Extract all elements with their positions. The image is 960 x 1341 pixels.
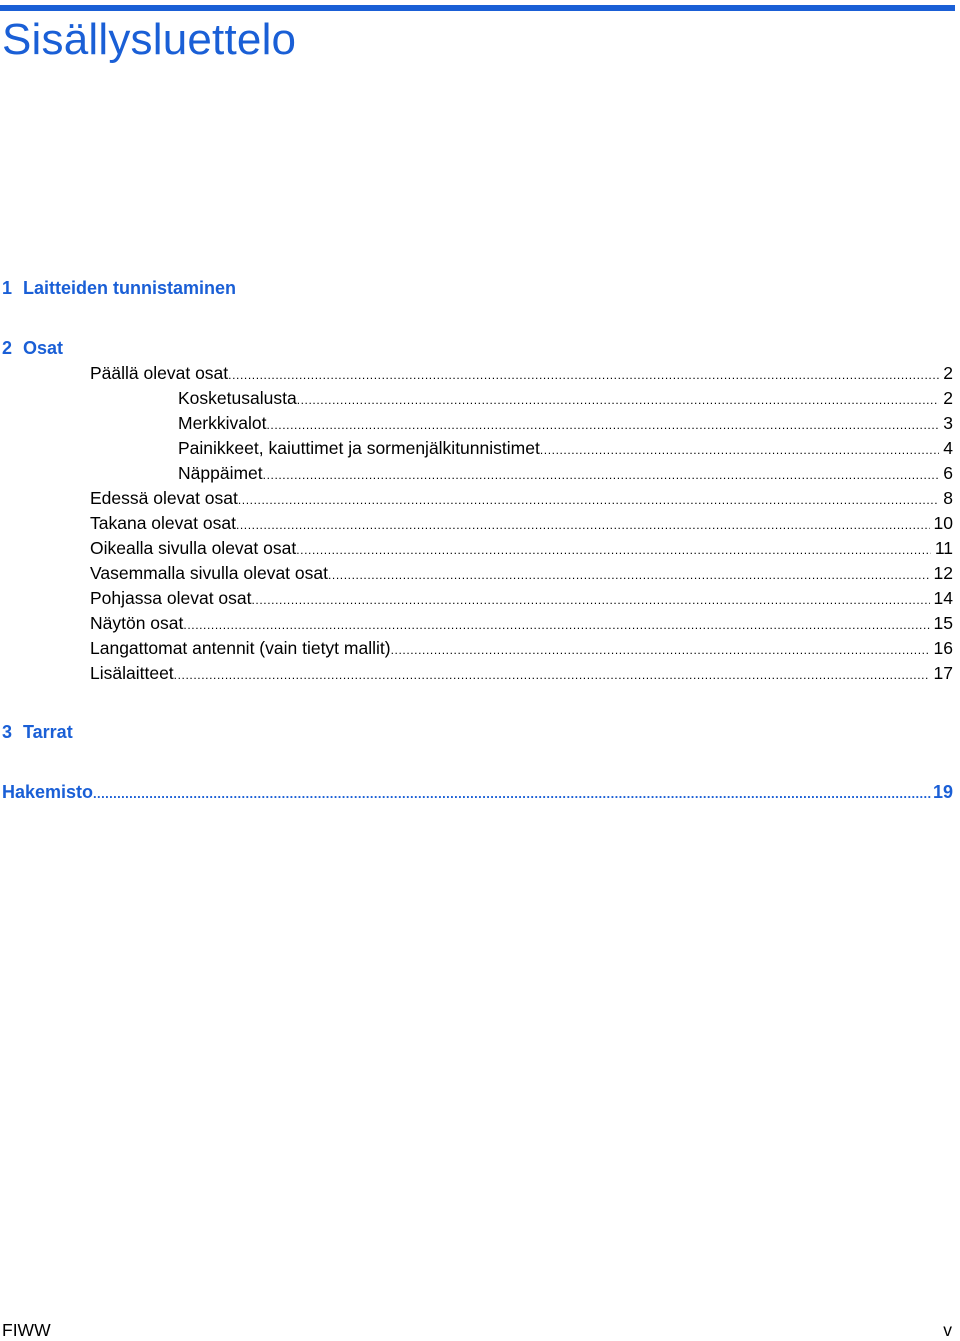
toc-entry-label: Oikealla sivulla olevat osat (90, 538, 297, 558)
chapter-1-heading[interactable] (2, 277, 236, 299)
toc-entry-label: Näytön osat (90, 613, 184, 633)
toc-entry-page: 10 (933, 513, 953, 533)
toc-entry-oikealla-sivulla[interactable] (90, 537, 953, 559)
dot-leader (238, 489, 939, 511)
toc-entry-label: Takana olevat osat (90, 513, 236, 533)
toc-entry-label: Langattomat antennit (vain tietyt mallit) (90, 638, 391, 658)
toc-entry-vasemmalla-sivulla[interactable] (90, 562, 953, 584)
footer-label: FIWW (2, 1320, 51, 1340)
toc-entry-label: Lisälaitteet (90, 663, 174, 683)
top-rule (0, 5, 955, 11)
chapter-label: Tarrat (23, 722, 73, 742)
chapter-label: Osat (23, 338, 64, 358)
chapter-number: 1 (2, 278, 13, 298)
toc-entry-page: 2 (943, 363, 953, 383)
dot-leader (236, 514, 930, 536)
toc-entry-label: Näppäimet (178, 463, 263, 483)
toc-entry-label: Merkkivalot (178, 413, 267, 433)
footer-page-number: v (943, 1320, 952, 1340)
toc-entry-label: Painikkeet, kaiuttimet ja sormenjälkitunnistimet (178, 438, 540, 458)
dot-leader (328, 564, 930, 586)
toc-entry-page: 6 (943, 463, 953, 483)
toc-entry-painikkeet[interactable] (178, 437, 953, 459)
dot-leader (297, 389, 940, 411)
toc-entry-paalla-olevat-osat[interactable] (90, 362, 953, 384)
toc-entry-label: Päällä olevat osat (90, 363, 229, 383)
index-page: 19 (932, 782, 953, 802)
chapter-number: 3 (2, 722, 13, 742)
toc-entry-nayton-osat[interactable] (90, 612, 953, 634)
dot-leader (296, 539, 931, 561)
dot-leader (174, 664, 930, 686)
toc-entry-kosketusalusta[interactable] (178, 387, 953, 409)
toc-entry-page: 15 (933, 613, 953, 633)
toc-entry-label: Kosketusalusta (178, 388, 297, 408)
toc-entry-page: 3 (943, 413, 953, 433)
toc-entry-label: Edessä olevat osat (90, 488, 238, 508)
toc-entry-lisalaitteet[interactable] (90, 662, 953, 684)
dot-leader (228, 364, 939, 386)
toc-entry-takana-olevat-osat[interactable] (90, 512, 953, 534)
toc-entry-page: 16 (933, 638, 953, 658)
toc-entry-page: 12 (933, 563, 953, 583)
toc-entry-langattomat-antennit[interactable] (90, 637, 953, 659)
toc-entry-page: 14 (933, 588, 953, 608)
toc-entry-hakemisto[interactable] (2, 780, 953, 804)
toc-entry-pohjassa-olevat-osat[interactable] (90, 587, 953, 609)
dot-leader (391, 639, 930, 661)
toc-entry-nappaimet[interactable] (178, 462, 953, 484)
dot-leader (183, 614, 929, 636)
toc-entry-label: Pohjassa olevat osat (90, 588, 252, 608)
toc-entry-page: 2 (943, 388, 953, 408)
dot-leader (263, 464, 940, 486)
chapter-label: Laitteiden tunnistaminen (23, 278, 237, 298)
chapter-number: 2 (2, 338, 13, 358)
dot-leader (252, 589, 930, 611)
page-title: Sisällysluettelo (2, 15, 297, 64)
toc-entry-label: Vasemmalla sivulla olevat osat (90, 563, 328, 583)
toc-entry-page: 17 (933, 663, 953, 683)
index-label: Hakemisto (2, 782, 94, 802)
toc-entry-page: 4 (943, 438, 953, 458)
toc-entry-merkkivalot[interactable] (178, 412, 953, 434)
toc-entry-page: 8 (943, 488, 953, 508)
toc-entry-edessa-olevat-osat[interactable] (90, 487, 953, 509)
dot-leader (267, 414, 940, 436)
chapter-2-heading[interactable] (2, 337, 63, 359)
chapter-3-heading[interactable] (2, 721, 73, 743)
toc-entry-page: 11 (934, 538, 953, 558)
dot-leader (93, 782, 931, 806)
dot-leader (540, 439, 939, 461)
